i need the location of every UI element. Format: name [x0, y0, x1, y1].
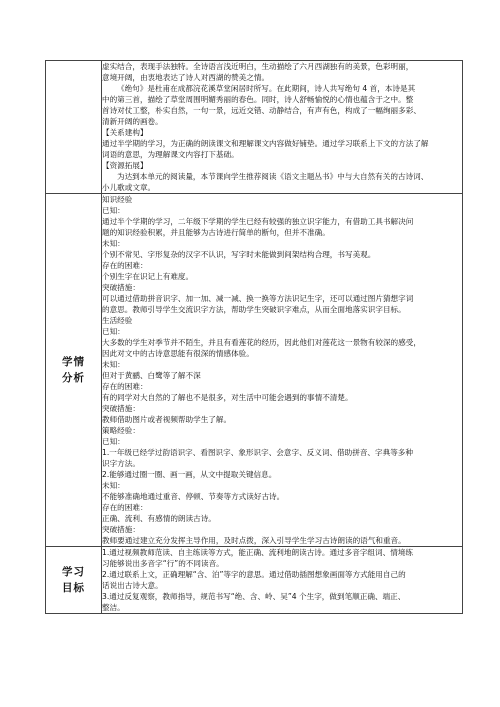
student-analysis-line: 教师要通过建立充分发挥主导作用，及时点拨，深入引导学生学习古诗朗读的语气和重音。	[102, 536, 406, 545]
student-analysis-line: 但对于黄鹂、白鹭等了解不深	[102, 371, 201, 380]
student-analysis-label-line1: 学情	[62, 356, 85, 368]
student-analysis-line: 已知：	[102, 437, 125, 446]
student-analysis-line: 2.能够通过圈一圈、画一画，从文中提取关键信息。	[102, 470, 277, 479]
student-analysis-line: 不能够准确地通过重音、停顿、节奏等方式读好古诗。	[102, 492, 285, 501]
student-analysis-line: 可以通过借助拼音识字、加一加、减一减、换一换等方法识记生字，还可以通过图片猜想字词	[102, 294, 414, 303]
learning-goals-label	[46, 547, 102, 614]
learning-goals-line: 3.通过反复观察，教师指导，规范书写“绝、含、岭、吴”4 个生字，做到笔顺正确、端正、	[102, 592, 406, 601]
learning-goals-label-line2: 目标	[62, 582, 85, 594]
student-analysis-line: 知识经验	[102, 195, 133, 204]
student-analysis-line: 教师借助图片或者视频帮助学生了解。	[102, 415, 232, 424]
student-analysis-line: 个别不常见、字形复杂的汉字不认识，写字时未能做到间架结构合理，书写美观。	[102, 250, 376, 259]
learning-goals-line: 2.通过联系上文，正确理解“含、泊”等字的意思。通过借助插图想象画面等方式能用自己的	[102, 570, 406, 579]
learning-goals-content	[102, 547, 463, 614]
continued-content-line: 中的第三首，描绘了草堂周围明媚秀丽的春色。同时，诗人舒畅愉悦的心情也蕴含于之中。整	[102, 95, 414, 104]
student-analysis-content	[102, 194, 463, 547]
lesson-plan-page	[45, 60, 463, 614]
student-analysis-line: 生活经验	[102, 316, 133, 325]
student-analysis-line: 识字方法。	[102, 459, 140, 468]
student-analysis-line: 通过半个学期的学习，二年级下学期的学生已经有较强的独立识字能力，有借助工具书解决问	[102, 217, 414, 226]
student-analysis-line: 已知：	[102, 327, 125, 336]
student-analysis-line: 未知：	[102, 360, 125, 369]
student-analysis-line: 存在的困难：	[102, 503, 148, 512]
row-continued-content	[46, 61, 463, 194]
student-analysis-line: 正确、流利、有感情的朗读古诗。	[102, 514, 216, 523]
lesson-plan-table	[45, 60, 463, 614]
continued-content-line: 虚实结合，表现手法独特。全诗语言浅近明白，生动描绘了六月西湖独有的美景，色彩明丽，	[102, 62, 414, 71]
student-analysis-line: 未知：	[102, 239, 125, 248]
continued-content-line: 词语的意思，为理解课文内容打下基础。	[102, 150, 239, 159]
student-analysis-line: 因此对文中的古诗意思能有很深的情感体验。	[102, 349, 254, 358]
student-analysis-line: 1.一年级已经学过韵语识字、看图识字、象形识字、会意字、反义词、借助拼音、字典等多种	[102, 448, 413, 457]
continued-content-line: 为达到本单元的阅读量，本节课向学生推荐阅读《语文主题丛书》中与大自然有关的古诗词、	[117, 172, 429, 181]
learning-goals-label-line1: 学习	[62, 566, 85, 578]
student-analysis-line: 存在的困难：	[102, 382, 148, 391]
row-learning-goals	[46, 547, 463, 614]
student-analysis-line: 突破措施：	[102, 283, 140, 292]
student-analysis-line: 的意思。教师引导学生交流识字方法，帮助学生突破识字难点，从而全面地落实识字目标。	[102, 305, 406, 314]
student-analysis-line: 突破措施：	[102, 525, 140, 534]
continued-content-line: 意境开阔，由衷地表达了诗人对西湖的赞美之情。	[102, 73, 270, 82]
row-student-analysis	[46, 194, 463, 547]
student-analysis-line: 未知：	[102, 481, 125, 490]
continued-content-line: 清新开阔的画卷。	[102, 117, 163, 126]
continued-content-line: 【资源拓展】	[102, 161, 148, 170]
learning-goals-line: 习能够说出多音字“行”的不同读音。	[102, 559, 224, 568]
student-analysis-line: 存在的困难：	[102, 261, 148, 270]
student-analysis-line: 策略经验：	[102, 426, 140, 435]
student-analysis-line: 突破措施：	[102, 404, 140, 413]
continued-content-line: 首诗对仗工整，朴实自然，一句一景，远近交错、动静结合，有声有色，构成了一幅绚丽多彩、	[102, 106, 421, 115]
student-analysis-line: 已知：	[102, 206, 125, 215]
student-analysis-label	[46, 194, 102, 547]
learning-goals-line: 1.通过视频教师范读、自主练读等方式，能正确、流利地朗读古诗。通过多音字组词、情境练	[102, 548, 413, 557]
learning-goals-line: 话说出古诗大意。	[102, 581, 163, 590]
continued-content-line: 《绝句》是杜甫在成都浣花溪草堂闲居时所写。在此期间，诗人共写绝句 4 首，本诗是其	[117, 84, 416, 93]
learning-goals-line: 整洁。	[102, 603, 125, 612]
student-analysis-line: 有的同学对大自然的了解也不是很多，对生活中可能会遇到的事情不清楚。	[102, 393, 353, 402]
continued-content-cell	[102, 61, 463, 194]
continued-content-line: 【关系建构】	[102, 128, 148, 137]
empty-label-cell	[46, 61, 102, 194]
continued-content-line: 通过半学期的学习，为正确的朗读课文和理解课文内容做好铺垫。通过学习联系上下文的方法了解	[102, 139, 429, 148]
student-analysis-label-line2: 分析	[62, 372, 85, 384]
student-analysis-line: 大多数的学生对季节并不陌生，并且有看莲花的经历，因此他们对莲花这一景物有较深的感受，	[102, 338, 421, 347]
student-analysis-line: 个别生字在识记上有难度。	[102, 272, 194, 281]
student-analysis-line: 题的知识经验积累，并且能够为古诗进行简单的断句，但并不准确。	[102, 228, 330, 237]
continued-content-line: 小儿歌或文章。	[102, 183, 156, 192]
